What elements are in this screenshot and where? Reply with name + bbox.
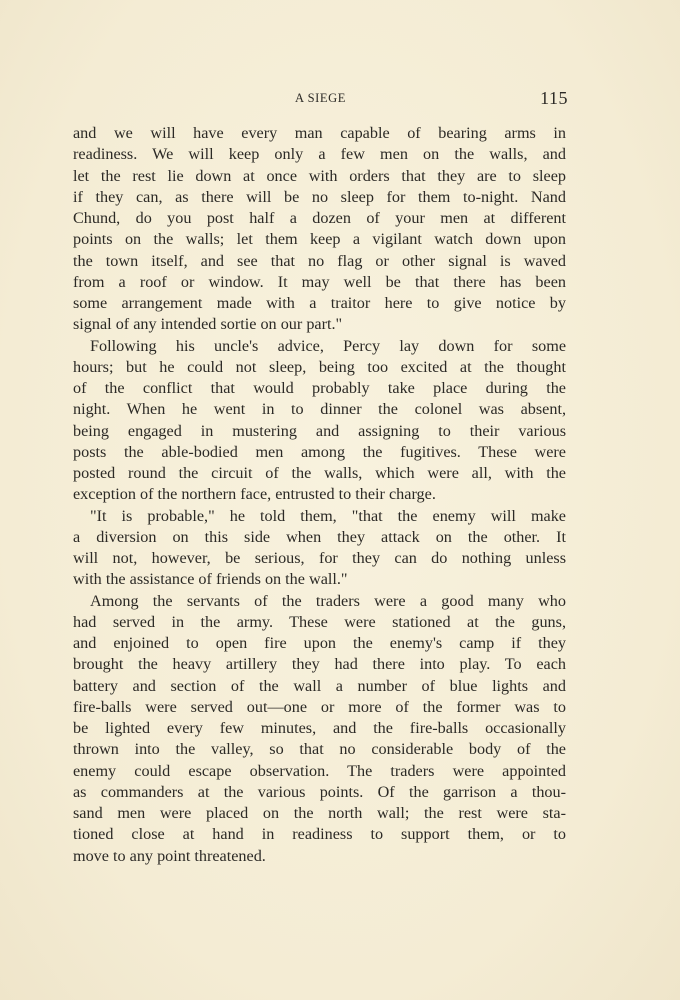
text-line: and enjoined to open fire upon the enemy's camp if they [73,634,566,652]
text-line: fire-balls were served out—one or more of the former was to [73,697,566,716]
running-head [73,88,568,112]
text-line: night. When he went in to dinner the colonel was absent, [73,400,566,419]
text-line: points on the walls; let them keep a vigilant watch down upon [73,230,566,249]
page-number: 115 [540,88,568,108]
text-line: with the assistance of friends on the wall." [73,570,348,589]
text-line: be lighted every few minutes, and the fire-balls occasionally [73,719,566,737]
text-line: from a roof or window. It may well be that there has been [73,272,566,291]
text-line: exception of the northern face, entrusted to their charge. [73,485,436,504]
text-line: thrown into the valley, so that no considerable body of the [73,740,566,759]
text-line: sand men were placed on the north wall; the rest were sta- [73,804,566,822]
text-line: signal of any intended sortie on our part." [73,315,343,334]
text-line: hours; but he could not sleep, being too excited at the thought [73,357,566,376]
text-line: the town itself, and see that no flag or other signal is waved [73,251,566,270]
text-line: being engaged in mustering and assigning to their various [73,421,566,440]
text-line: as commanders at the various points. Of the garrison a thou- [73,782,566,801]
text-line: brought the heavy artillery they had there into play. To each [73,655,566,674]
text-line: enemy could escape observation. The traders were appointed [73,761,566,780]
text-line: a diversion on this side when they attack on the other. It [73,527,566,546]
running-title: A SIEGE [294,91,347,105]
text-line: battery and section of the wall a number of blue lights and [73,676,566,695]
body-text [73,123,566,867]
text-line: and we will have every man capable of bearing arms in [73,124,566,142]
text-line: of the conflict that would probably take place during the [73,379,566,397]
paragraph [73,336,566,506]
text-line: tioned close at hand in readiness to support them, or to [73,825,566,844]
text-line: had served in the army. These were stationed at the guns, [73,612,566,631]
text-line: will not, however, be serious, for they can do nothing unless [73,549,566,567]
text-line: let the rest lie down at once with orders that they are to sleep [73,166,566,185]
text-line: Chund, do you post half a dozen of your men at different [73,209,566,227]
paragraph [73,123,566,336]
text-line: move to any point threatened. [73,846,266,865]
text-line: posted round the circuit of the walls, which were all, with the [73,464,566,482]
paragraph [73,591,566,867]
text-line: Following his uncle's advice, Percy lay down for some [90,336,566,355]
text-line: Among the servants of the traders were a good many who [90,591,566,610]
text-line: readiness. We will keep only a few men on the walls, and [73,145,566,164]
text-line: some arrangement made with a traitor here to give notice by [73,294,566,312]
paragraph [73,506,566,591]
text-line: posts the able-bodied men among the fugitives. These were [73,442,566,461]
text-line: if they can, as there will be no sleep for them to-night. Nand [73,187,566,206]
text-line: "It is probable," he told them, "that the enemy will make [90,506,566,525]
